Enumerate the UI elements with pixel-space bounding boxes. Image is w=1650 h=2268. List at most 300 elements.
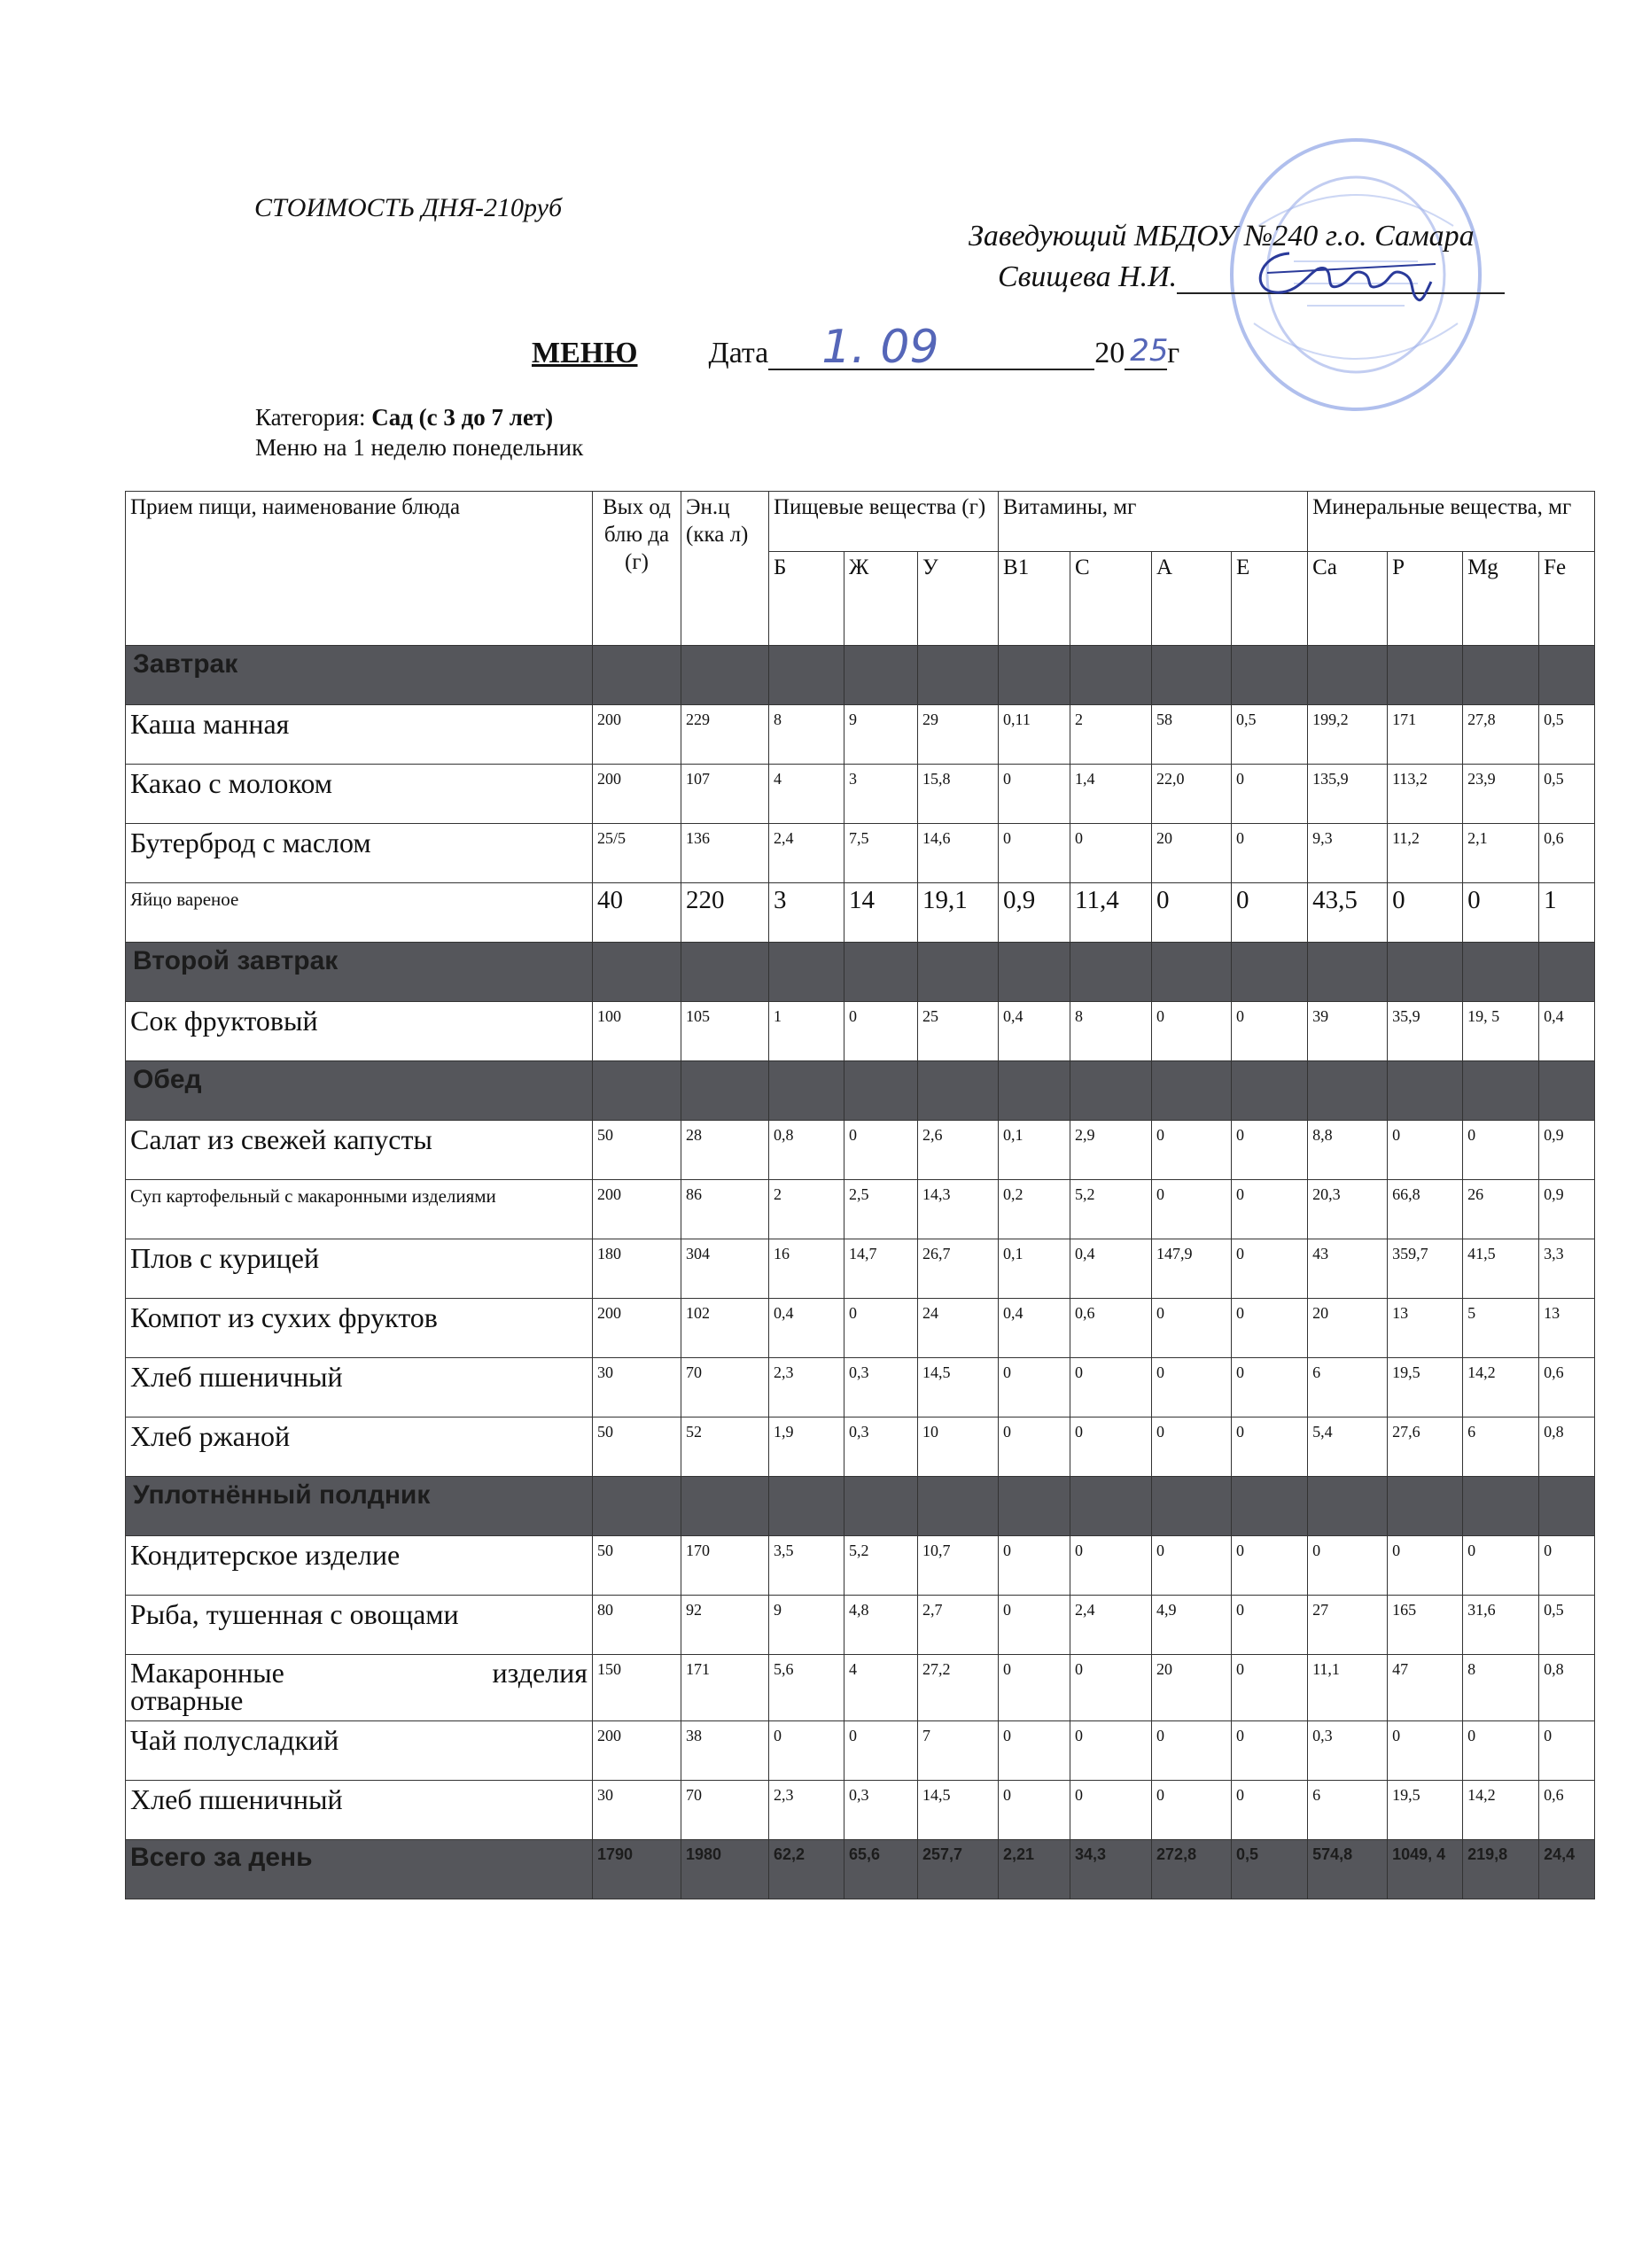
value-cell: 0 [1539,1536,1595,1596]
section-cell [918,1477,999,1536]
value-cell: 0,5 [1539,705,1595,765]
section-cell [769,646,844,705]
total-value: 65,6 [844,1840,918,1899]
value-cell: 200 [593,705,681,765]
year-suffix: 25 [1130,333,1169,369]
value-cell: 47 [1388,1655,1463,1721]
value-cell: 6 [1308,1358,1388,1418]
dish-name-part: изделия [492,1657,588,1689]
value-cell: 0 [999,1781,1070,1840]
date-value: 1. 09 [821,321,939,374]
table-row [126,1418,1595,1477]
table-row [126,883,1595,943]
total-label: Всего за день [126,1840,593,1899]
section-row [126,1061,1595,1121]
value-cell: 2,4 [1070,1596,1152,1655]
total-value: 0,5 [1232,1840,1308,1899]
value-cell: 19,1 [918,883,999,943]
header-c: C [1070,552,1152,646]
value-cell: 0,3 [844,1418,918,1477]
value-cell: 0 [1070,1781,1152,1840]
value-cell: 14,5 [918,1781,999,1840]
value-cell: 8,8 [1308,1121,1388,1180]
value-cell: 165 [1388,1596,1463,1655]
value-cell: 0,3 [844,1781,918,1840]
total-value: 24,4 [1539,1840,1595,1899]
value-cell: 5,4 [1308,1418,1388,1477]
header-fe: Fe [1539,552,1595,646]
section-cell [999,646,1070,705]
header-energy: Эн.ц (кка л) [681,492,769,646]
value-cell: 0 [1539,1721,1595,1781]
value-cell: 0,4 [999,1002,1070,1061]
value-cell: 2,7 [918,1596,999,1655]
value-cell: 0 [1152,1721,1232,1781]
value-cell: 24 [918,1299,999,1358]
value-cell: 0 [1070,1536,1152,1596]
value-cell: 0 [1388,1536,1463,1596]
section-cell [1152,1061,1232,1121]
value-cell: 200 [593,765,681,824]
dish-name: Хлеб пшеничный [126,1358,593,1418]
header-vitamins: Витамины, мг [999,492,1308,552]
value-cell: 107 [681,765,769,824]
section-cell [1232,943,1308,1002]
value-cell: 2 [769,1180,844,1239]
value-cell: 0 [1388,1121,1463,1180]
table-row [126,1299,1595,1358]
value-cell: 0,4 [1070,1239,1152,1299]
value-cell: 26,7 [918,1239,999,1299]
value-cell: 0,4 [1539,1002,1595,1061]
date-label: Дата [708,337,769,369]
dish-name: Кондитерское изделие [126,1536,593,1596]
section-cell [1308,1477,1388,1536]
value-cell: 8 [1463,1655,1539,1721]
value-cell: 2,4 [769,824,844,883]
value-cell: 40 [593,883,681,943]
dish-name-part: отварные [130,1684,244,1716]
value-cell: 6 [1308,1781,1388,1840]
value-cell: 0 [1232,1121,1308,1180]
value-cell: 1,4 [1070,765,1152,824]
dish-name: Рыба, тушенная с овощами [126,1596,593,1655]
value-cell: 3 [769,883,844,943]
value-cell: 19,5 [1388,1358,1463,1418]
value-cell: 0 [1070,1358,1152,1418]
total-value: 272,8 [1152,1840,1232,1899]
table-row [126,1121,1595,1180]
section-cell [844,943,918,1002]
value-cell: 30 [593,1358,681,1418]
value-cell: 5,2 [1070,1180,1152,1239]
value-cell: 14,5 [918,1358,999,1418]
section-cell [1232,646,1308,705]
value-cell: 10,7 [918,1536,999,1596]
value-cell: 304 [681,1239,769,1299]
table-row [126,765,1595,824]
value-cell: 14,2 [1463,1358,1539,1418]
value-cell: 2,5 [844,1180,918,1239]
value-cell: 14,6 [918,824,999,883]
section-cell [769,1477,844,1536]
section-cell [999,1061,1070,1121]
value-cell: 4,8 [844,1596,918,1655]
value-cell: 0 [1152,1358,1232,1418]
value-cell: 20 [1152,1655,1232,1721]
value-cell: 0,5 [1539,1596,1595,1655]
section-cell [1539,943,1595,1002]
section-row [126,943,1595,1002]
value-cell: 0,4 [999,1299,1070,1358]
header-nutrients: Пищевые вещества (г) [769,492,999,552]
year-field [1125,333,1169,370]
table-row [126,1596,1595,1655]
value-cell: 52 [681,1418,769,1477]
header-mg: Mg [1463,552,1539,646]
menu-table [125,491,1595,1899]
value-cell: 220 [681,883,769,943]
section-cell [1308,646,1388,705]
value-cell: 0,6 [1070,1299,1152,1358]
value-cell: 3,3 [1539,1239,1595,1299]
dish-name: Суп картофельный с макаронными изделиями [126,1180,593,1239]
value-cell: 4 [844,1655,918,1721]
section-cell [593,1061,681,1121]
value-cell: 3 [844,765,918,824]
value-cell: 27,2 [918,1655,999,1721]
category-value: Сад (с 3 до 7 лет) [371,404,554,431]
value-cell: 0 [1232,1655,1308,1721]
value-cell: 0 [1463,1121,1539,1180]
value-cell: 9,3 [1308,824,1388,883]
section-cell [1070,943,1152,1002]
value-cell: 80 [593,1596,681,1655]
dish-name: Бутерброд с маслом [126,824,593,883]
value-cell: 102 [681,1299,769,1358]
section-title: Второй завтрак [126,943,593,1002]
value-cell: 0 [1152,1180,1232,1239]
value-cell: 0 [1070,824,1152,883]
value-cell: 105 [681,1002,769,1061]
signature [1241,237,1444,313]
dish-name: Сок фруктовый [126,1002,593,1061]
section-cell [769,943,844,1002]
value-cell: 0 [844,1721,918,1781]
value-cell: 11,4 [1070,883,1152,943]
section-cell [999,1477,1070,1536]
value-cell: 0 [844,1002,918,1061]
section-cell [769,1061,844,1121]
value-cell: 1 [1539,883,1595,943]
section-cell [593,1477,681,1536]
value-cell: 13 [1539,1299,1595,1358]
value-cell: 26 [1463,1180,1539,1239]
value-cell: 0,9 [1539,1121,1595,1180]
value-cell: 0,2 [999,1180,1070,1239]
section-cell [681,646,769,705]
section-cell [1308,1061,1388,1121]
approval-position: Заведующий МБДОУ №240 г.о. Самара [969,220,1475,252]
value-cell: 180 [593,1239,681,1299]
value-cell: 50 [593,1536,681,1596]
value-cell: 25 [918,1002,999,1061]
header-minerals: Минеральные вещества, мг [1308,492,1595,552]
section-cell [1388,1477,1463,1536]
value-cell: 200 [593,1299,681,1358]
menu-heading [532,321,1180,374]
value-cell: 27,6 [1388,1418,1463,1477]
value-cell: 0,11 [999,705,1070,765]
value-cell: 5,6 [769,1655,844,1721]
value-cell: 0 [1463,1536,1539,1596]
value-cell: 0 [1232,1721,1308,1781]
value-cell: 0 [1070,1655,1152,1721]
total-value: 1049, 4 [1388,1840,1463,1899]
value-cell: 0 [1232,824,1308,883]
section-cell [1152,646,1232,705]
section-cell [1070,1477,1152,1536]
header-б: Б [769,552,844,646]
value-cell: 14,3 [918,1180,999,1239]
value-cell: 0,5 [1232,705,1308,765]
value-cell: 20 [1152,824,1232,883]
value-cell: 7 [918,1721,999,1781]
value-cell: 171 [681,1655,769,1721]
category-label: Категория: [255,404,366,431]
header-yield: Вых од блю да (г) [593,492,681,646]
value-cell: 199,2 [1308,705,1388,765]
section-title: Уплотнённый полдник [126,1477,593,1536]
section-cell [918,1061,999,1121]
section-cell [1539,1061,1595,1121]
value-cell: 14 [844,883,918,943]
total-value: 1790 [593,1840,681,1899]
section-cell [918,943,999,1002]
value-cell: 135,9 [1308,765,1388,824]
value-cell: 0,1 [999,1121,1070,1180]
value-cell: 70 [681,1358,769,1418]
dish-name: Какао с молоком [126,765,593,824]
value-cell: 39 [1308,1002,1388,1061]
value-cell: 2,3 [769,1781,844,1840]
value-cell: 10 [918,1418,999,1477]
section-cell [999,943,1070,1002]
value-cell: 2 [1070,705,1152,765]
value-cell: 0 [1388,883,1463,943]
header-b1: B1 [999,552,1070,646]
section-cell [1308,943,1388,1002]
value-cell: 0,5 [1539,765,1595,824]
category-line [255,404,553,431]
section-cell [1463,646,1539,705]
value-cell: 0 [1232,1358,1308,1418]
section-cell [1070,646,1152,705]
section-cell [1232,1477,1308,1536]
value-cell: 1 [769,1002,844,1061]
table-row [126,1239,1595,1299]
value-cell: 15,8 [918,765,999,824]
section-cell [1539,646,1595,705]
value-cell: 14,2 [1463,1781,1539,1840]
header-p: P [1388,552,1463,646]
value-cell: 38 [681,1721,769,1781]
dish-name: Салат из свежей капусты [126,1121,593,1180]
value-cell: 0 [1152,1536,1232,1596]
value-cell: 20,3 [1308,1180,1388,1239]
total-value: 257,7 [918,1840,999,1899]
value-cell: 0 [1152,1002,1232,1061]
value-cell: 86 [681,1180,769,1239]
section-cell [681,1477,769,1536]
value-cell: 0 [1232,1536,1308,1596]
value-cell: 92 [681,1596,769,1655]
table-row [126,1721,1595,1781]
value-cell: 19,5 [1388,1781,1463,1840]
total-value: 34,3 [1070,1840,1152,1899]
table-row [126,1781,1595,1840]
value-cell: 0 [1070,1721,1152,1781]
section-cell [844,646,918,705]
value-cell: 171 [1388,705,1463,765]
value-cell: 50 [593,1121,681,1180]
value-cell: 0 [1388,1721,1463,1781]
section-cell [593,943,681,1002]
section-cell [1463,1477,1539,1536]
dish-name: Хлеб пшеничный [126,1781,593,1840]
section-cell [1152,1477,1232,1536]
dish-name: Хлеб ржаной [126,1418,593,1477]
value-cell: 0 [1152,1299,1232,1358]
section-title: Завтрак [126,646,593,705]
value-cell: 27 [1308,1596,1388,1655]
section-row [126,1477,1595,1536]
value-cell: 8 [1070,1002,1152,1061]
value-cell: 0 [999,1596,1070,1655]
dish-name: Компот из сухих фруктов [126,1299,593,1358]
value-cell: 0 [1232,1418,1308,1477]
value-cell: 0,6 [1539,824,1595,883]
value-cell: 170 [681,1536,769,1596]
section-cell [1388,1061,1463,1121]
value-cell: 35,9 [1388,1002,1463,1061]
value-cell: 0,6 [1539,1781,1595,1840]
value-cell: 30 [593,1781,681,1840]
value-cell: 0 [1463,1721,1539,1781]
section-cell [1539,1477,1595,1536]
table-row [126,1536,1595,1596]
header-ca: Ca [1308,552,1388,646]
approval-name: Свищева Н.И. [998,260,1178,293]
section-cell [918,646,999,705]
section-cell [593,646,681,705]
value-cell: 0 [844,1121,918,1180]
section-cell [1388,943,1463,1002]
value-cell: 0 [1152,1121,1232,1180]
value-cell: 0,9 [1539,1180,1595,1239]
section-cell [1070,1061,1152,1121]
value-cell: 113,2 [1388,765,1463,824]
section-cell [1152,943,1232,1002]
value-cell: 0 [769,1721,844,1781]
value-cell: 359,7 [1388,1239,1463,1299]
dish-name: Чай полусладкий [126,1721,593,1781]
value-cell: 0 [999,1536,1070,1596]
value-cell: 43,5 [1308,883,1388,943]
value-cell: 0 [1152,1418,1232,1477]
value-cell: 229 [681,705,769,765]
value-cell: 0 [1232,1180,1308,1239]
section-cell [1232,1061,1308,1121]
value-cell: 11,1 [1308,1655,1388,1721]
value-cell: 66,8 [1388,1180,1463,1239]
value-cell: 4 [769,765,844,824]
value-cell: 43 [1308,1239,1388,1299]
value-cell: 0,6 [1539,1358,1595,1418]
section-cell [681,943,769,1002]
value-cell: 0 [999,1721,1070,1781]
value-cell: 136 [681,824,769,883]
header-meal: Прием пищи, наименование блюда [126,492,593,646]
header-a: A [1152,552,1232,646]
value-cell: 14,7 [844,1239,918,1299]
value-cell: 11,2 [1388,824,1463,883]
value-cell: 5 [1463,1299,1539,1358]
value-cell: 22,0 [1152,765,1232,824]
value-cell: 9 [844,705,918,765]
value-cell: 0,8 [1539,1418,1595,1477]
value-cell: 0 [999,1358,1070,1418]
section-cell [844,1061,918,1121]
value-cell: 147,9 [1152,1239,1232,1299]
value-cell: 0 [1232,765,1308,824]
value-cell: 28 [681,1121,769,1180]
total-value: 574,8 [1308,1840,1388,1899]
table-row [126,824,1595,883]
value-cell: 0 [1463,883,1539,943]
value-cell: 20 [1308,1299,1388,1358]
value-cell: 150 [593,1655,681,1721]
value-cell: 8 [769,705,844,765]
value-cell: 9 [769,1596,844,1655]
value-cell: 6 [1463,1418,1539,1477]
value-cell: 58 [1152,705,1232,765]
value-cell: 0,9 [999,883,1070,943]
week-line: Меню на 1 неделю понедельник [255,434,584,461]
value-cell: 200 [593,1180,681,1239]
value-cell: 70 [681,1781,769,1840]
total-value: 2,21 [999,1840,1070,1899]
value-cell: 0,4 [769,1299,844,1358]
value-cell: 0 [1232,1239,1308,1299]
value-cell: 41,5 [1463,1239,1539,1299]
value-cell: 31,6 [1463,1596,1539,1655]
header-e: E [1232,552,1308,646]
value-cell: 19, 5 [1463,1002,1539,1061]
total-value: 62,2 [769,1840,844,1899]
table-row [126,705,1595,765]
total-value: 1980 [681,1840,769,1899]
value-cell: 1,9 [769,1418,844,1477]
value-cell: 2,1 [1463,824,1539,883]
day-cost: СТОИМОСТЬ ДНЯ-210руб [254,193,563,222]
value-cell: 0 [1152,1781,1232,1840]
section-cell [1463,1061,1539,1121]
value-cell: 2,3 [769,1358,844,1418]
value-cell: 2,9 [1070,1121,1152,1180]
dish-name: Плов с курицей [126,1239,593,1299]
value-cell: 27,8 [1463,705,1539,765]
